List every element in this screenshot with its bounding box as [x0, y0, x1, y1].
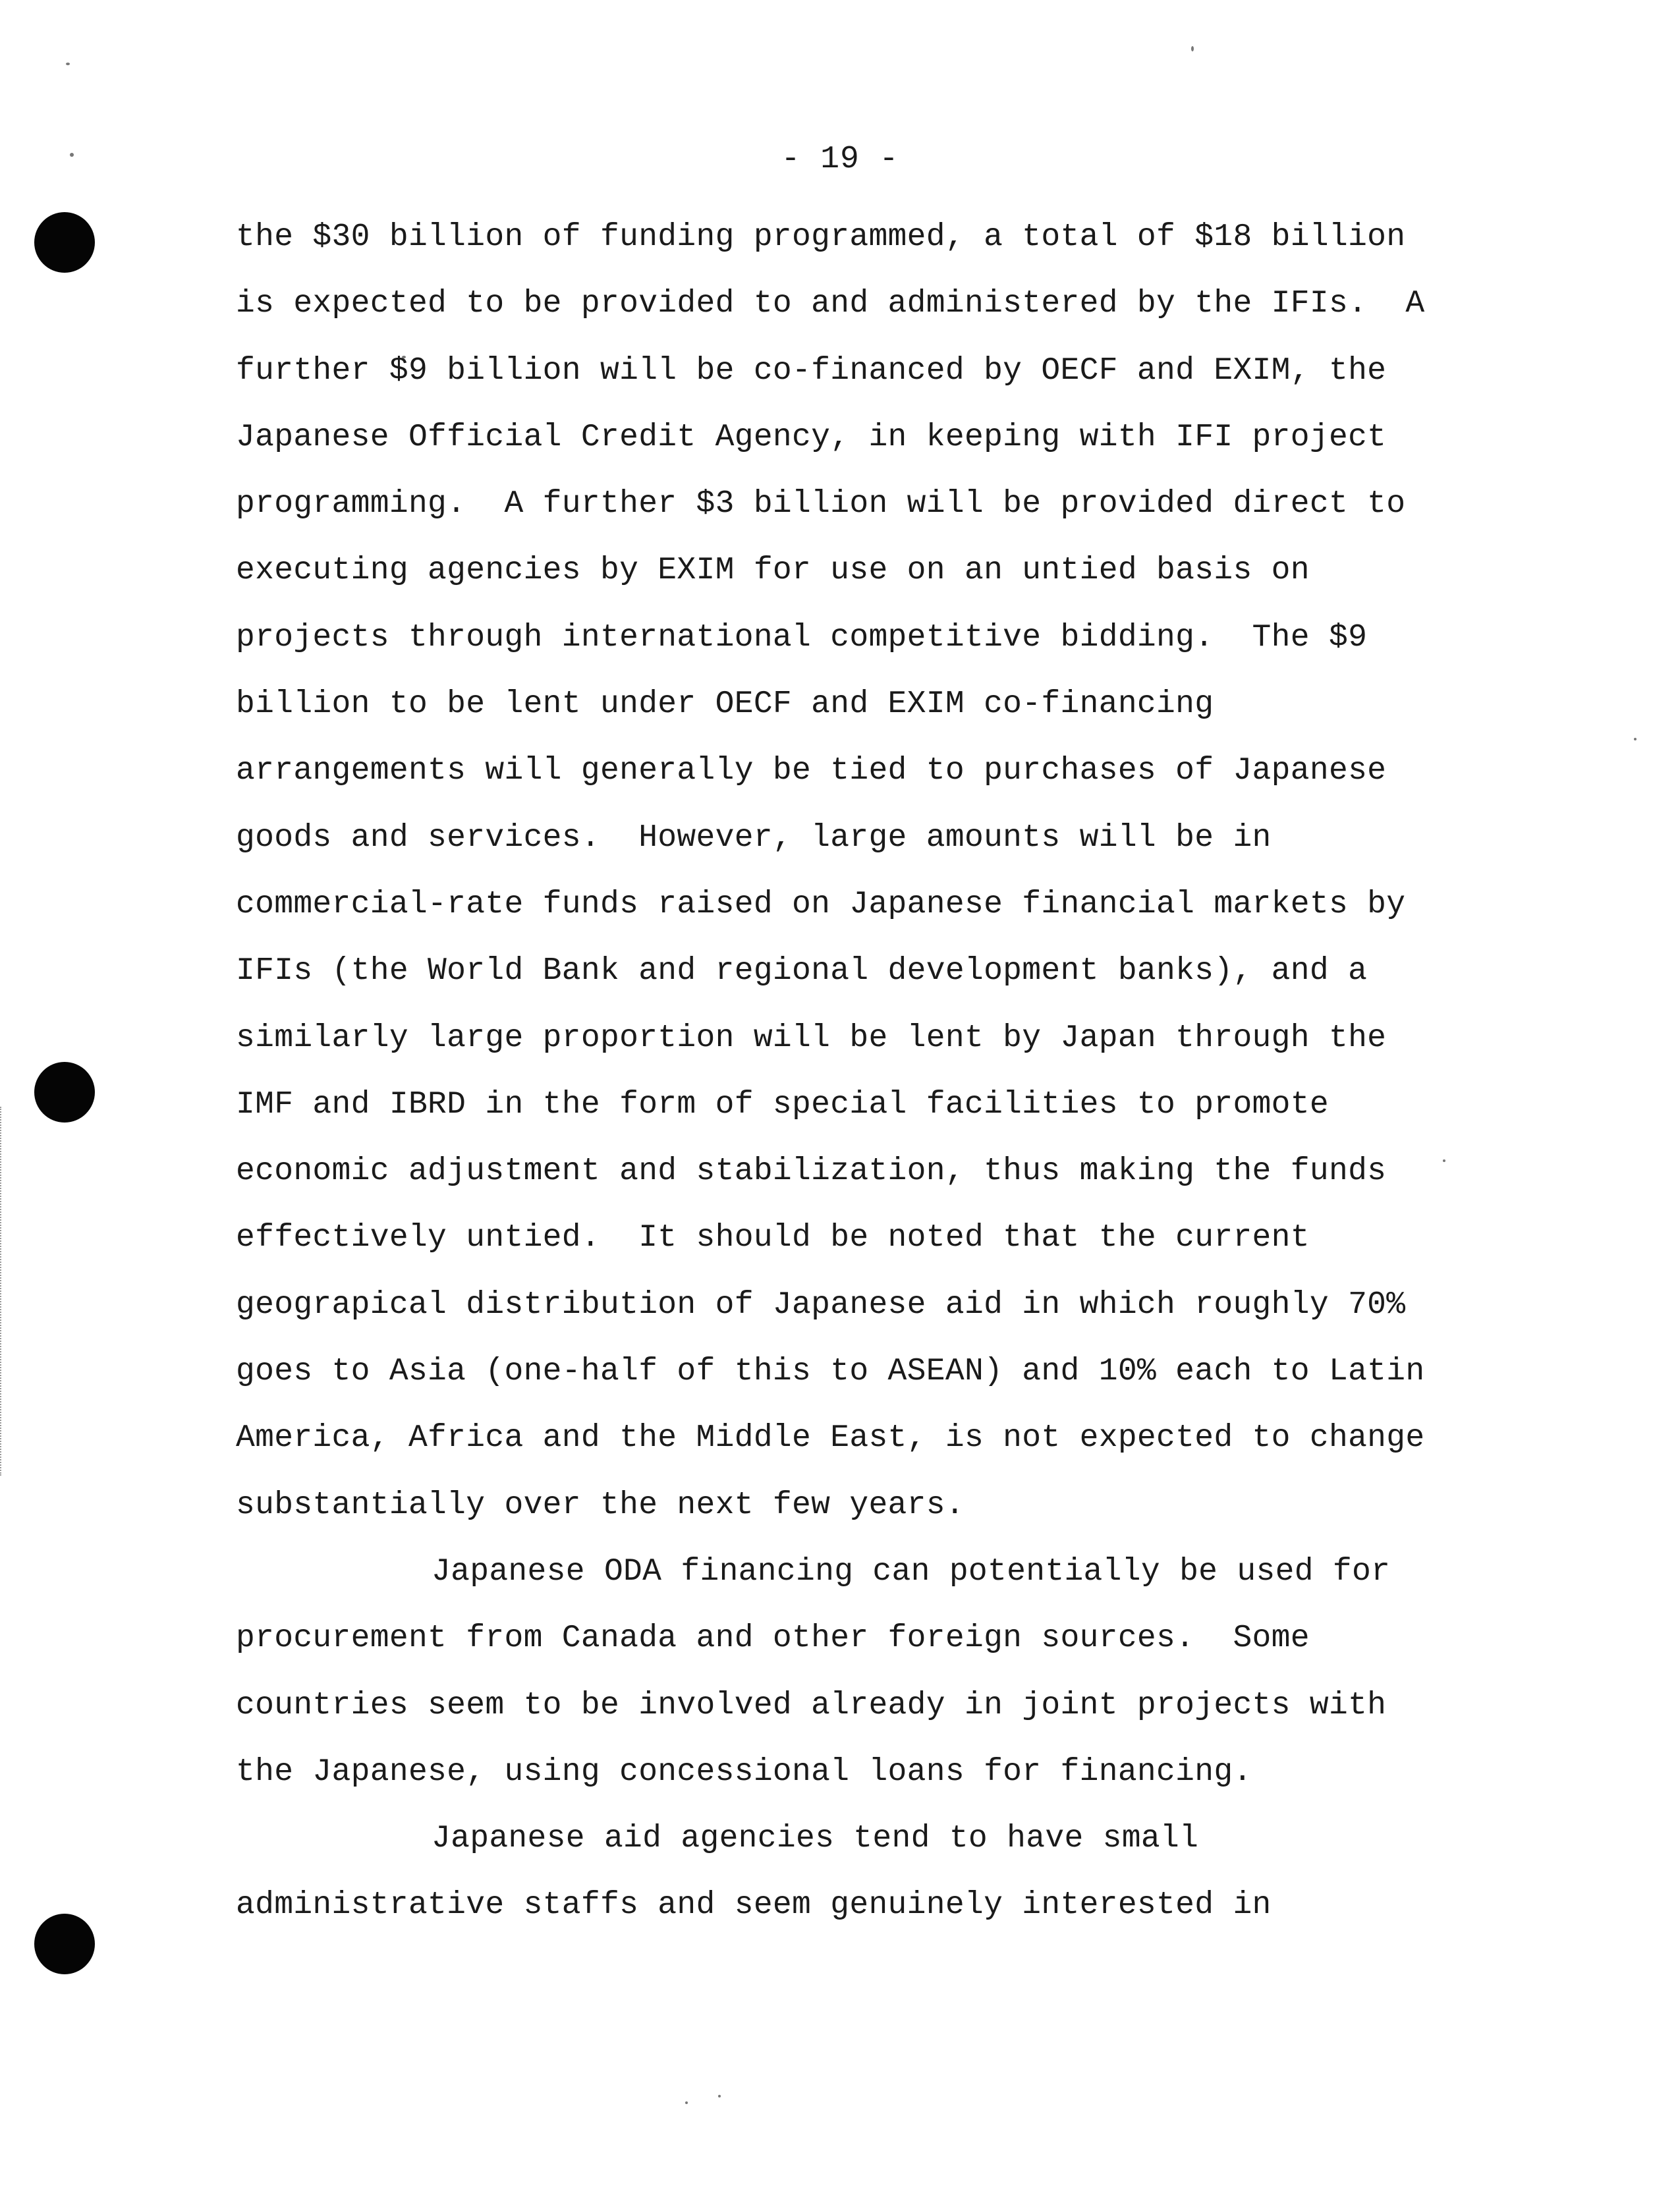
scan-speck — [1191, 46, 1194, 51]
paragraph — [236, 1539, 1547, 1806]
text-line: procurement from Canada and other foreign sources. Some — [236, 1621, 1310, 1657]
text-line: economic adjustment and stabilization, thus making the funds — [236, 1153, 1387, 1190]
text-line: IMF and IBRD in the form of special facilities to promote — [236, 1086, 1329, 1123]
paragraph — [236, 1806, 1547, 1939]
text-line: America, Africa and the Middle East, is not expected to change — [236, 1420, 1425, 1457]
text-line: arrangements will generally be tied to purchases of Japanese — [236, 753, 1387, 789]
text-line: executing agencies by EXIM for use on an untied basis on — [236, 553, 1310, 589]
text-line: Japanese Official Credit Agency, in keeping with IFI project — [236, 419, 1387, 455]
text-line: is expected to be provided to and administered by the IFIs. A — [236, 286, 1425, 322]
text-line: geograpical distribution of Japanese aid in which roughly 70% — [236, 1287, 1406, 1323]
text-line: effectively untied. It should be noted that the current — [236, 1220, 1310, 1256]
page-number: - 19 - — [781, 142, 899, 177]
scan-edge-mark — [0, 1107, 3, 1476]
body-text — [236, 204, 1547, 1939]
text-line: goes to Asia (one-half of this to ASEAN) and 10% each to Latin — [236, 1354, 1425, 1390]
text-line: administrative staffs and seem genuinely interested in — [236, 1887, 1272, 1924]
text-line: billion to be lent under OECF and EXIM co-financing — [236, 686, 1214, 723]
text-line: substantially over the next few years. — [236, 1487, 965, 1523]
scan-speck — [1634, 738, 1637, 740]
punch-hole-top — [34, 212, 95, 273]
text-line: commercial-rate funds raised on Japanese financial markets by — [236, 886, 1406, 922]
text-line: Japanese aid agencies tend to have small — [432, 1821, 1199, 1857]
text-line: IFIs (the World Bank and regional development banks), and a — [236, 953, 1368, 989]
scan-speck — [685, 2101, 688, 2104]
scan-speck — [66, 63, 70, 65]
punch-hole-middle — [34, 1062, 95, 1123]
text-line: similarly large proportion will be lent by Japan through the — [236, 1020, 1387, 1056]
text-line: Japanese ODA financing can potentially be used for — [432, 1553, 1391, 1590]
scan-speck — [718, 2095, 721, 2097]
text-line: countries seem to be involved already in joint projects with — [236, 1687, 1387, 1723]
text-line: programming. A further $3 billion will be provided direct to — [236, 486, 1406, 522]
text-line: the Japanese, using concessional loans for financing. — [236, 1754, 1252, 1790]
text-line: the $30 billion of funding programmed, a total of $18 billion — [236, 219, 1406, 255]
paragraph — [236, 204, 1547, 1539]
text-line: further $9 billion will be co-financed by OECF and EXIM, the — [236, 352, 1387, 389]
punch-hole-bottom — [34, 1914, 95, 1974]
text-line: projects through international competitive bidding. The $9 — [236, 619, 1368, 655]
text-line: goods and services. However, large amounts will be in — [236, 819, 1272, 856]
